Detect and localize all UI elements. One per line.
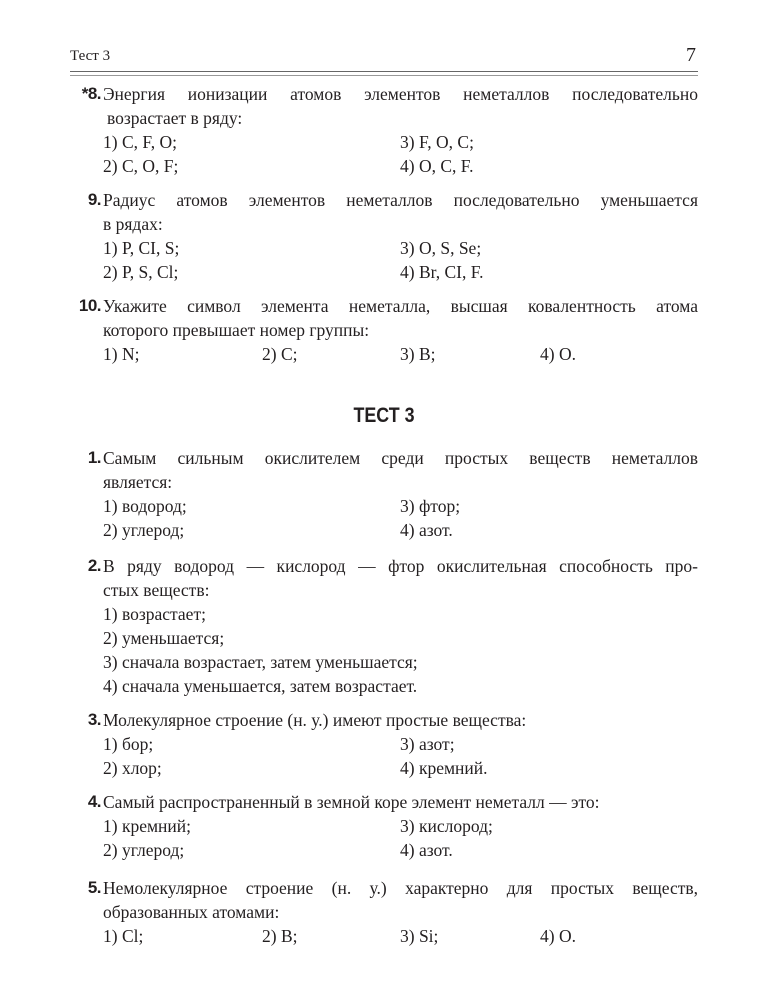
question-text: Немолекулярное строение (н. у.) характерно для простых веществ, (103, 878, 698, 898)
option: 2) уменьшается; (103, 628, 225, 648)
option: 4) O. (540, 926, 576, 946)
option: 4) азот. (400, 520, 453, 540)
question-text: возрастает в ряду: (107, 108, 243, 128)
question-number: 1. (87, 448, 101, 467)
option: 4) O. (540, 344, 576, 364)
option: 2) C, O, F; (103, 156, 179, 176)
option: 4) Br, CI, F. (400, 262, 484, 282)
question-text: является: (103, 472, 173, 492)
header-rule (70, 71, 698, 76)
option: 4) O, C, F. (400, 156, 474, 176)
option: 2) хлор; (103, 758, 162, 778)
page-number: 7 (686, 44, 696, 66)
option: 1) N; (103, 344, 140, 364)
option: 3) B; (400, 344, 436, 364)
question-5 (70, 876, 698, 948)
question-number: 3. (87, 710, 101, 729)
option: 2) C; (262, 344, 298, 364)
option: 1) Cl; (103, 926, 144, 946)
question-4 (70, 790, 698, 862)
question-2 (70, 554, 698, 698)
question-10 (70, 294, 698, 366)
question-number: 2. (87, 556, 101, 575)
question-text: В ряду водород — кислород — фтор окислительная способность про- (103, 556, 698, 576)
running-title: Тест 3 (70, 48, 111, 64)
question-number: 5. (87, 878, 101, 897)
question-9 (70, 188, 698, 284)
option: 2) углерод; (103, 840, 185, 860)
question-text: Молекулярное строение (н. у.) имеют простые вещества: (103, 710, 527, 730)
question-text: Самым сильным окислителем среди простых веществ неметаллов (103, 448, 698, 468)
question-text: Радиус атомов элементов неметаллов последовательно уменьшается (103, 190, 698, 210)
question-text: в рядах: (103, 214, 163, 234)
option: 3) сначала возрастает, затем уменьшается; (103, 652, 418, 672)
question-number: 10. (78, 296, 101, 315)
option: 2) P, S, Cl; (103, 262, 179, 282)
question-text: образованных атомами: (103, 902, 280, 922)
option: 1) бор; (103, 734, 154, 754)
option: 3) азот; (400, 734, 455, 754)
section-title: ТЕСТ 3 (353, 404, 415, 427)
question-text: Самый распространенный в земной коре элемент неметалл — это: (103, 792, 600, 812)
question-number: 9. (87, 190, 101, 209)
option: 4) кремний. (400, 758, 488, 778)
option: 4) сначала уменьшается, затем возрастает. (103, 676, 418, 696)
option: 2) углерод; (103, 520, 185, 540)
question-text: стых веществ: (103, 580, 210, 600)
question-8 (70, 82, 698, 178)
option: 4) азот. (400, 840, 453, 860)
option: 1) P, CI, S; (103, 238, 180, 258)
option: 1) кремний; (103, 816, 192, 836)
option: 3) кислород; (400, 816, 493, 836)
question-text: Энергия ионизации атомов элементов неметаллов последовательно (103, 84, 698, 104)
option: 3) фтор; (400, 496, 461, 516)
question-text: которого превышает номер группы: (103, 320, 370, 340)
option: 3) F, O, C; (400, 132, 474, 152)
question-number: 4. (87, 792, 101, 811)
option: 3) O, S, Se; (400, 238, 482, 258)
option: 1) возрастает; (103, 604, 206, 624)
question-number: *8. (81, 84, 101, 103)
question-text: Укажите символ элемента неметалла, высшая ковалентность атома (103, 296, 698, 316)
option: 3) Si; (400, 926, 439, 946)
question-1 (70, 446, 698, 542)
option: 1) C, F, O; (103, 132, 177, 152)
option: 1) водород; (103, 496, 187, 516)
question-3 (70, 708, 698, 780)
option: 2) B; (262, 926, 298, 946)
